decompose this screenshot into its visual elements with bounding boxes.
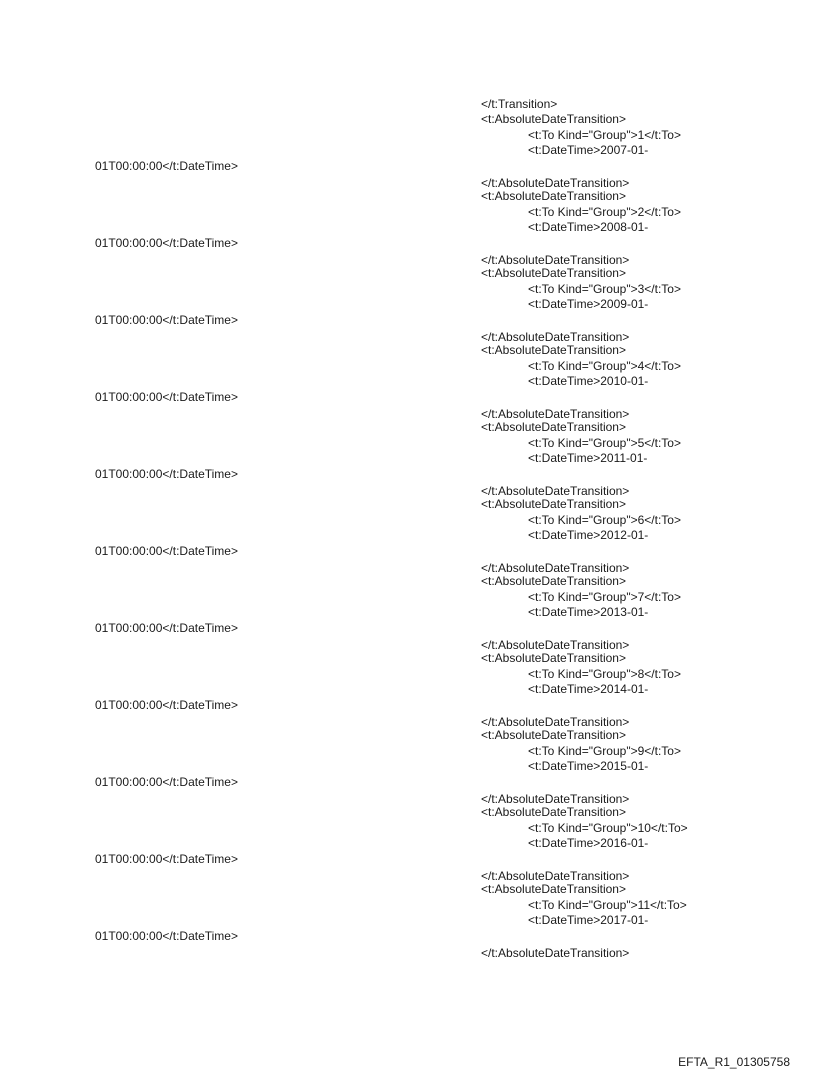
datetime-start-tag: <t:DateTime>2013-01- xyxy=(528,605,649,619)
absolute-date-transition-open: <t:AbsoluteDateTransition> xyxy=(481,805,626,819)
to-kind-group-tag: <t:To Kind="Group">2</t:To> xyxy=(528,204,681,219)
absolute-date-transition-close: </t:AbsoluteDateTransition> xyxy=(481,330,630,344)
datetime-end-tag: 01T00:00:00</t:DateTime> xyxy=(95,928,238,943)
datetime-start-tag: <t:DateTime>2010-01- xyxy=(528,374,649,388)
datetime-start-tag: <t:DateTime>2015-01- xyxy=(528,759,649,773)
datetime-start-tag: <t:DateTime>2016-01- xyxy=(528,836,649,850)
absolute-date-transition-close: </t:AbsoluteDateTransition> xyxy=(481,946,630,960)
datetime-end-tag: 01T00:00:00</t:DateTime> xyxy=(95,389,238,404)
datetime-end-tag: 01T00:00:00</t:DateTime> xyxy=(95,851,238,866)
absolute-date-transition-open: <t:AbsoluteDateTransition> xyxy=(481,266,626,280)
datetime-end-tag: 01T00:00:00</t:DateTime> xyxy=(95,697,238,712)
datetime-start-tag: <t:DateTime>2007-01- xyxy=(528,143,649,157)
to-kind-group-tag: <t:To Kind="Group">10</t:To> xyxy=(528,820,688,835)
to-kind-group-tag: <t:To Kind="Group">9</t:To> xyxy=(528,743,681,758)
absolute-date-transition-close: </t:AbsoluteDateTransition> xyxy=(481,792,630,806)
to-kind-group-tag: <t:To Kind="Group">11</t:To> xyxy=(528,897,687,912)
datetime-start-tag: <t:DateTime>2014-01- xyxy=(528,682,649,696)
datetime-end-tag: 01T00:00:00</t:DateTime> xyxy=(95,312,238,327)
transition-close-tag: </t:Transition> xyxy=(481,97,558,111)
page-identifier: EFTA_R1_01305758 xyxy=(678,1055,790,1069)
absolute-date-transition-open: <t:AbsoluteDateTransition> xyxy=(481,651,626,665)
absolute-date-transition-close: </t:AbsoluteDateTransition> xyxy=(481,407,630,421)
absolute-date-transition-open: <t:AbsoluteDateTransition> xyxy=(481,497,626,511)
absolute-date-transition-close: </t:AbsoluteDateTransition> xyxy=(481,484,630,498)
datetime-end-tag: 01T00:00:00</t:DateTime> xyxy=(95,158,238,173)
to-kind-group-tag: <t:To Kind="Group">1</t:To> xyxy=(528,127,681,142)
to-kind-group-tag: <t:To Kind="Group">3</t:To> xyxy=(528,281,681,296)
datetime-end-tag: 01T00:00:00</t:DateTime> xyxy=(95,235,238,250)
datetime-start-tag: <t:DateTime>2011-01- xyxy=(528,451,648,465)
datetime-end-tag: 01T00:00:00</t:DateTime> xyxy=(95,620,238,635)
to-kind-group-tag: <t:To Kind="Group">7</t:To> xyxy=(528,589,681,604)
absolute-date-transition-close: </t:AbsoluteDateTransition> xyxy=(481,561,630,575)
absolute-date-transition-close: </t:AbsoluteDateTransition> xyxy=(481,869,630,883)
absolute-date-transition-open: <t:AbsoluteDateTransition> xyxy=(481,882,626,896)
to-kind-group-tag: <t:To Kind="Group">8</t:To> xyxy=(528,666,681,681)
absolute-date-transition-open: <t:AbsoluteDateTransition> xyxy=(481,420,626,434)
datetime-end-tag: 01T00:00:00</t:DateTime> xyxy=(95,466,238,481)
to-kind-group-tag: <t:To Kind="Group">6</t:To> xyxy=(528,512,681,527)
to-kind-group-tag: <t:To Kind="Group">4</t:To> xyxy=(528,358,681,373)
datetime-start-tag: <t:DateTime>2008-01- xyxy=(528,220,649,234)
absolute-date-transition-open: <t:AbsoluteDateTransition> xyxy=(481,574,626,588)
datetime-end-tag: 01T00:00:00</t:DateTime> xyxy=(95,774,238,789)
datetime-end-tag: 01T00:00:00</t:DateTime> xyxy=(95,543,238,558)
absolute-date-transition-close: </t:AbsoluteDateTransition> xyxy=(481,715,630,729)
absolute-date-transition-open: <t:AbsoluteDateTransition> xyxy=(481,112,626,126)
absolute-date-transition-open: <t:AbsoluteDateTransition> xyxy=(481,189,626,203)
to-kind-group-tag: <t:To Kind="Group">5</t:To> xyxy=(528,435,681,450)
absolute-date-transition-close: </t:AbsoluteDateTransition> xyxy=(481,253,630,267)
absolute-date-transition-open: <t:AbsoluteDateTransition> xyxy=(481,343,626,357)
absolute-date-transition-close: </t:AbsoluteDateTransition> xyxy=(481,176,630,190)
absolute-date-transition-open: <t:AbsoluteDateTransition> xyxy=(481,728,626,742)
datetime-start-tag: <t:DateTime>2017-01- xyxy=(528,913,649,927)
datetime-start-tag: <t:DateTime>2009-01- xyxy=(528,297,649,311)
datetime-start-tag: <t:DateTime>2012-01- xyxy=(528,528,649,542)
absolute-date-transition-close: </t:AbsoluteDateTransition> xyxy=(481,638,630,652)
